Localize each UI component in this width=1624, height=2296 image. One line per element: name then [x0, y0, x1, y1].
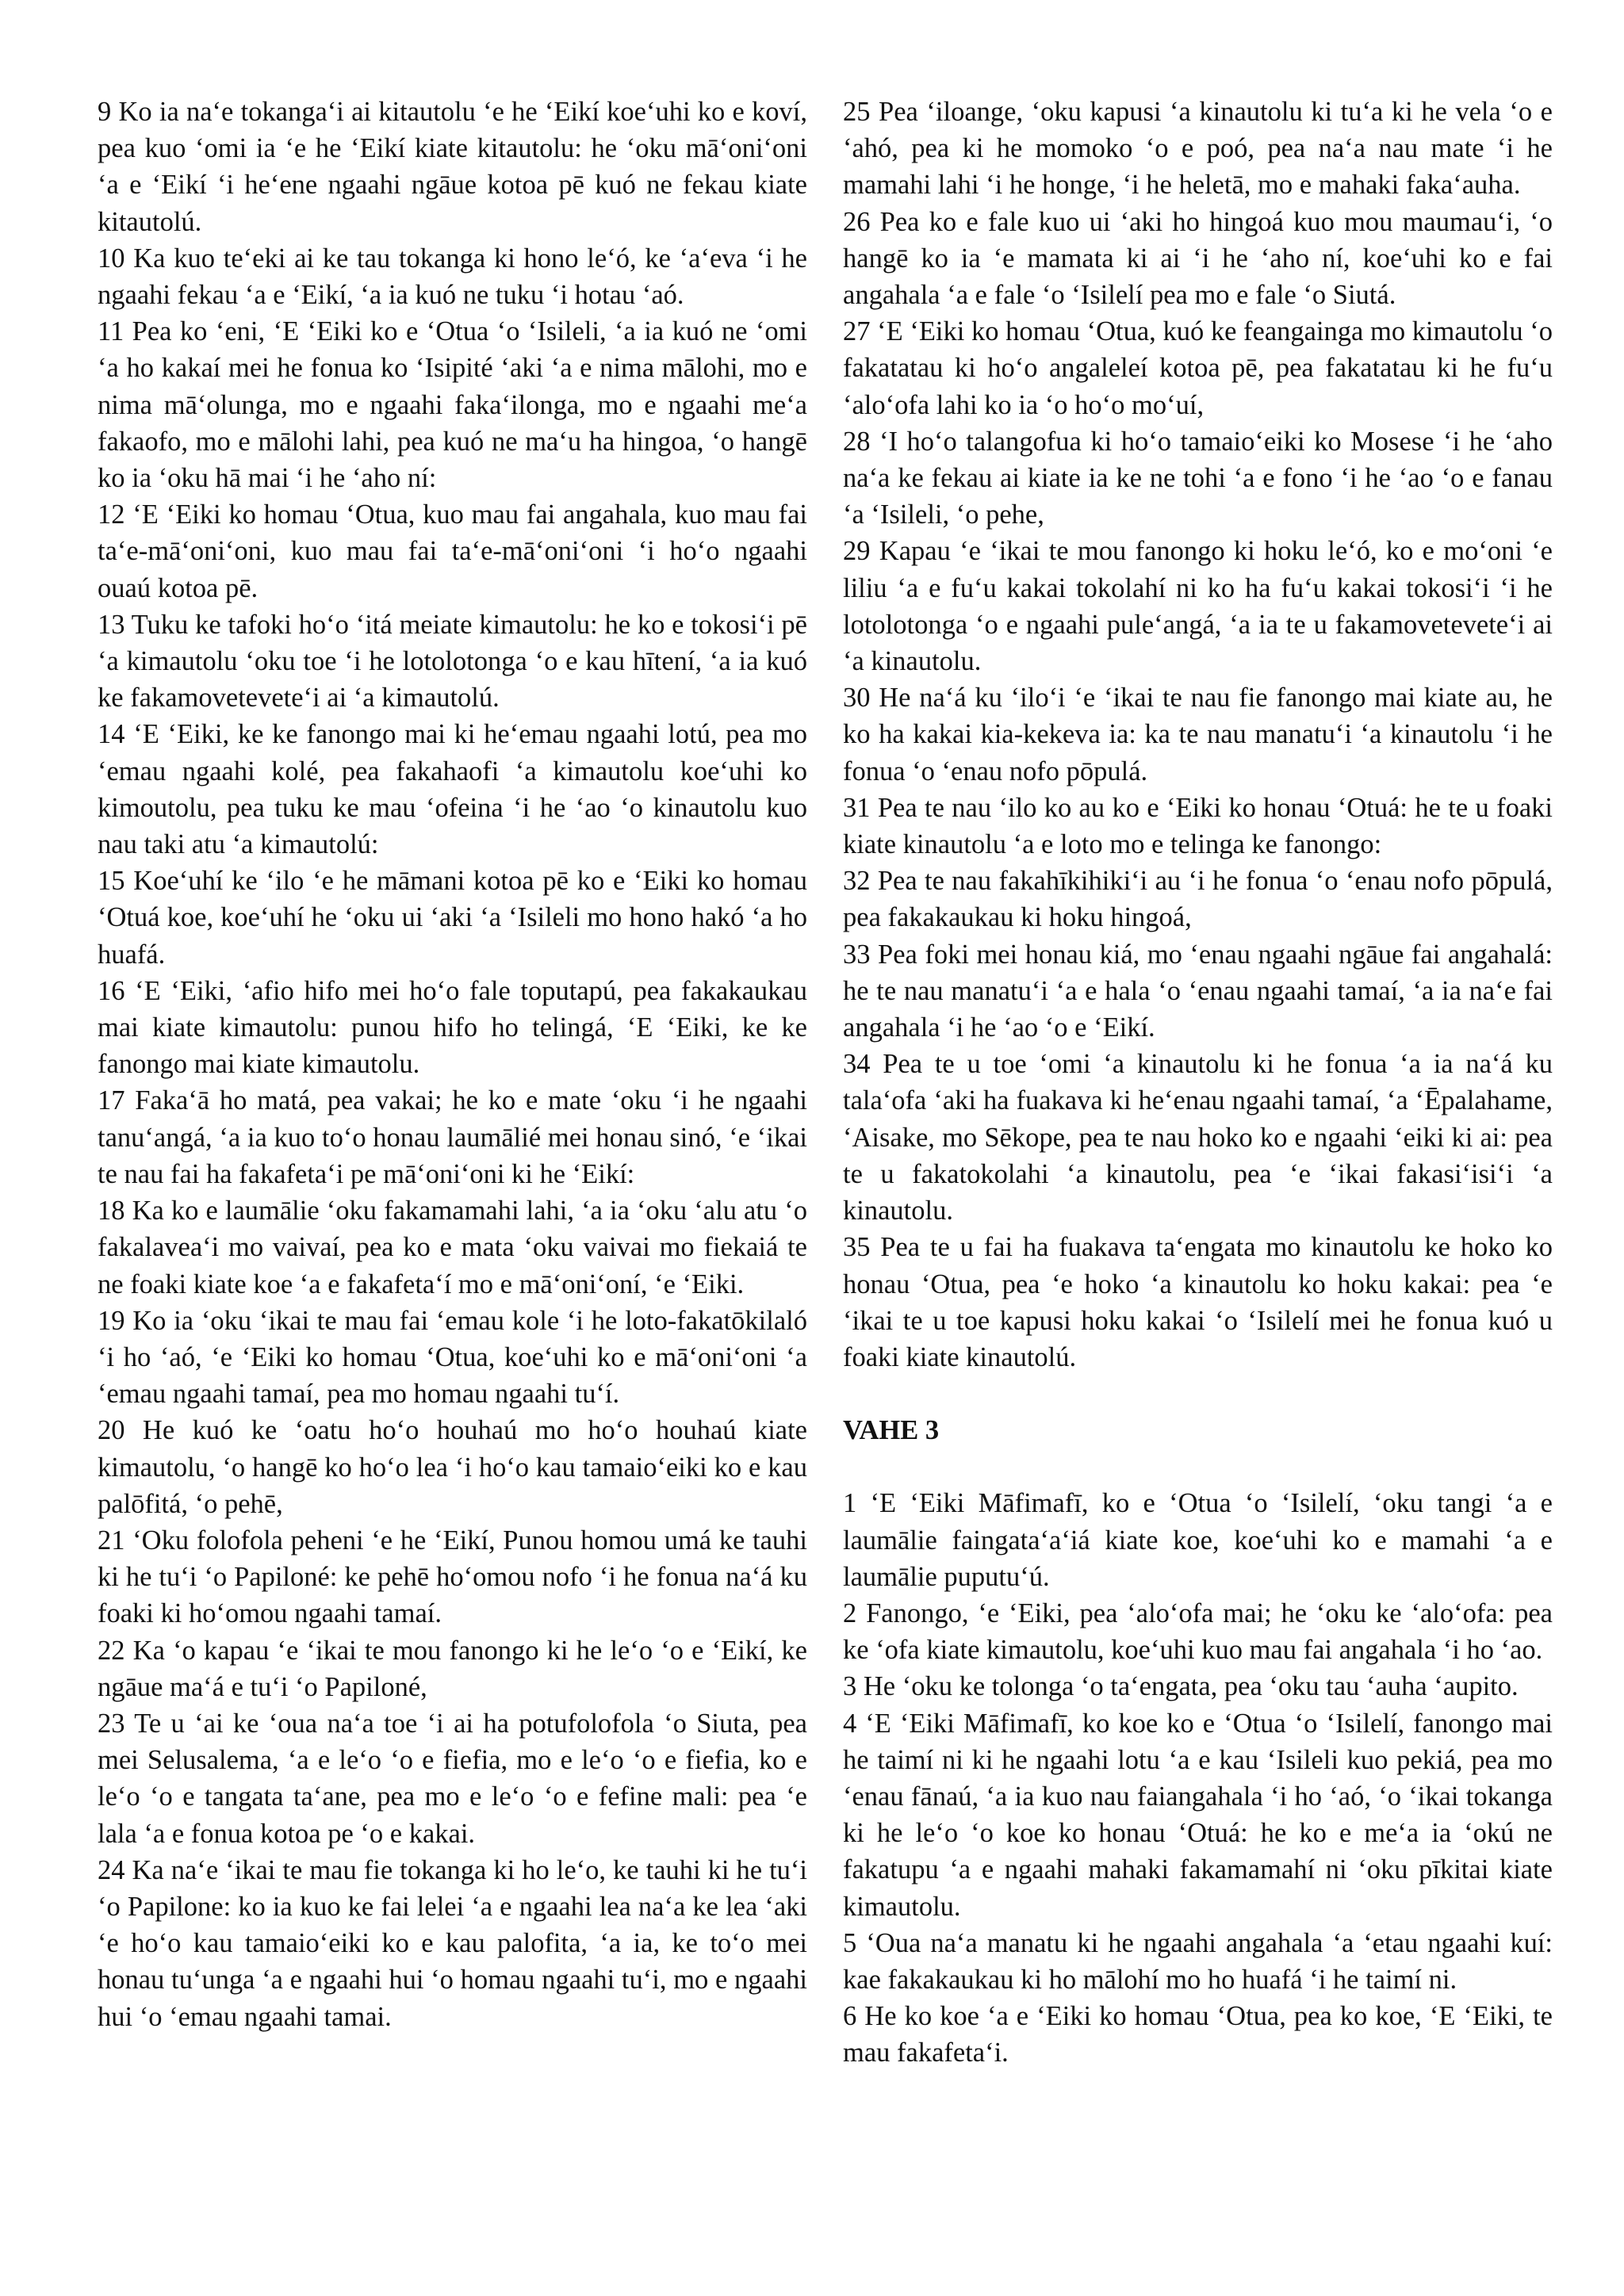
verse-19: 19 Ko ia ʻoku ʻikai te mau fai ʻemau kole ʻi he loto-fakatōkilaló ʻi ho ʻaó, ʻe ʻEiki ko homau ʻOtua, koeʻuhi ko e māʻoniʻoni ʻa ʻemau ngaahi tamaí, pea mo homau ngaahi tuʻí.: [98, 1305, 807, 1410]
verse-14: 14 ʻE ʻEiki, ke ke fanongo mai ki heʻemau ngaahi lotú, pea mo ʻemau ngaahi kolé, pea fakahaofi ʻa kimautolu koeʻuhi ko kimoutolu, pea tuku ke mau ʻofeina ʻi he ʻao ʻo kinautolu kuo nau taki atu ʻa kimautolú:: [98, 719, 807, 860]
verse-31: 31 Pea te nau ʻilo ko au ko e ʻEiki ko honau ʻOtuá: he te u foaki kiate kinautolu ʻa e loto mo e telinga ke fanongo:: [843, 792, 1553, 860]
chapter-3-verse-5: 5 ʻOua naʻa manatu ki he ngaahi angahala ʻa ʻetau ngaahi kuí: kae fakakaukau ki ho mālohí mo ho huafá ʻi he taimí ni.: [843, 1927, 1553, 1995]
verse-16: 16 ʻE ʻEiki, ʻafio hifo mei hoʻo fale toputapú, pea fakakaukau mai kiate kimautolu: punou hifo ho telingá, ʻE ʻEiki, ke ke fanongo mai kiate kimautolu.: [98, 975, 807, 1080]
verse-34: 34 Pea te u toe ʻomi ʻa kinautolu ki he fonua ʻa ia naʻá ku talaʻofa ʻaki ha fuakava ki heʻenau ngaahi tamaí, ʻa ʻĒpalahame, ʻAisake, mo Sēkope, pea te nau hoko ko e ngaahi ʻeiki ki ai: pea te u fakatokolahi ʻa kinautolu, pea ʻe ʻikai fakasiʻisiʻi ʻa kinautolu.: [843, 1049, 1553, 1226]
verse-27: 27 ʻE ʻEiki ko homau ʻOtua, kuó ke feangainga mo kimautolu ʻo fakatatau ki hoʻo angaleleí kotoa pē, pea fakatatau ki he fuʻu ʻaloʻofa lahi ko ia ʻo hoʻo moʻuí,: [843, 316, 1553, 420]
verse-22: 22 Ka ʻo kapau ʻe ʻikai te mou fanongo ki he leʻo ʻo e ʻEikí, ke ngāue maʻá e tuʻi ʻo Papiloné,: [98, 1635, 807, 1702]
verse-10: 10 Ka kuo teʻeki ai ke tau tokanga ki hono leʻó, ke ʻaʻeva ʻi he ngaahi fekau ʻa e ʻEikí, ʻa ia kuó ne tuku ʻi hotau ʻaó.: [98, 243, 807, 311]
verse-21: 21 ʻOku folofola peheni ʻe he ʻEikí, Punou homou umá ke tauhi ki he tuʻi ʻo Papiloné: ke pehē hoʻomou nofo ʻi he fonua naʻá ku foaki ki hoʻomou ngaahi tamaí.: [98, 1525, 807, 1629]
chapter-3-verse-6: 6 He ko koe ʻa e ʻEiki ko homau ʻOtua, pea ko koe, ʻE ʻEiki, te mau fakafetaʻi.: [843, 2001, 1553, 2068]
verse-24: 24 Ka naʻe ʻikai te mau fie tokanga ki ho leʻo, ke tauhi ki he tuʻi ʻo Papilone: ko ia kuo ke fai lelei ʻa e ngaahi lea naʻa ke lea ʻaki ʻe hoʻo kau tamaioʻeiki ko e kau palofita, ʻa ia, ke toʻo mei honau tuʻunga ʻa e ngaahi hui ʻo homau ngaahi tuʻi, mo e ngaahi hui ʻo ʻemau ngaahi tamai.: [98, 1854, 807, 2032]
verse-32: 32 Pea te nau fakahīkihikiʻi au ʻi he fonua ʻo ʻenau nofo pōpulá, pea fakakaukau ki hoku hingoá,: [843, 866, 1553, 933]
chapter-3-verse-3: 3 He ʻoku ke tolonga ʻo taʻengata, pea ʻoku tau ʻauha ʻaupito.: [843, 1671, 1519, 1702]
verse-30: 30 He naʻá ku ʻiloʻi ʻe ʻikai te nau fie fanongo mai kiate au, he ko ha kakai kia-kekeva ia: ka te nau manatuʻi ʻa kinautolu ʻi he fonua ʻo ʻenau nofo pōpulá.: [843, 683, 1553, 786]
chapter-heading: VAHE 3: [843, 1415, 940, 1446]
verse-11: 11 Pea ko ʻeni, ʻE ʻEiki ko e ʻOtua ʻo ʻIsileli, ʻa ia kuó ne ʻomi ʻa ho kakaí mei he fonua ko ʻIsipité ʻaki ʻa e nima mālohi, mo e nima māʻolunga, mo e ngaahi fakaʻilonga, mo e ngaahi meʻa fakaofo, mo e mālohi lahi, pea kuó ne maʻu ha hingoa, ʻo hangē ko ia ʻoku hā mai ʻi he ʻaho ní:: [98, 316, 807, 494]
verse-33: 33 Pea foki mei honau kiá, mo ʻenau ngaahi ngāue fai angahalá: he te nau manatuʻi ʻa e hala ʻo ʻenau ngaahi tamaí, ʻa ia naʻe fai angahala ʻi he ʻao ʻo e ʻEikí.: [843, 939, 1553, 1043]
verse-18: 18 Ka ko e laumālie ʻoku fakamamahi lahi, ʻa ia ʻoku ʻalu atu ʻo fakalaveaʻi mo vaivaí, pea ko e mata ʻoku vaivai mo fiekaiá te ne foaki kiate koe ʻa e fakafetaʻí mo e māʻoniʻoní, ʻe ʻEiki.: [98, 1196, 807, 1299]
verse-25: 25 Pea ʻiloange, ʻoku kapusi ʻa kinautolu ki tuʻa ki he vela ʻo e ʻahó, pea ki he momoko ʻo e poó, pea naʻa nau mate ʻi he mamahi lahi ʻi he honge, ʻi he heletā, mo e mahaki fakaʻauha.: [843, 97, 1553, 201]
verse-12: 12 ʻE ʻEiki ko homau ʻOtua, kuo mau fai angahala, kuo mau fai taʻe-māʻoniʻoni, kuo mau fai taʻe-māʻoniʻoni ʻi hoʻo ngaahi ouaú kotoa pē.: [98, 499, 807, 603]
verse-28: 28 ʻI hoʻo talangofua ki hoʻo tamaioʻeiki ko Mosese ʻi he ʻaho naʻa ke fekau ai kiate ia ke ne tohi ʻa e fono ʻi he ʻao ʻo e fanau ʻa ʻIsileli, ʻo pehe,: [843, 426, 1553, 530]
chapter-3-verse-1: 1 ʻE ʻEiki Māfimafī, ko e ʻOtua ʻo ʻIsilelí, ʻoku tangi ʻa e laumālie faingataʻaʻiá kiate koe, koeʻuhi ko e mamahi ʻa e laumālie puputuʻú.: [843, 1488, 1553, 1592]
verse-35: 35 Pea te u fai ha fuakava taʻengata mo kinautolu ke hoko ko honau ʻOtua, pea ʻe hoko ʻa kinautolu ko hoku kakai: pea ʻe ʻikai te u toe kapusi hoku kakai ʻo ʻIsilelí mei he fonua kuó u foaki kiate kinautolú.: [843, 1232, 1553, 1372]
verse-23: 23 Te u ʻai ke ʻoua naʻa toe ʻi ai ha potufolofola ʻo Siuta, pea mei Selusalema, ʻa e leʻo ʻo e fiefia, mo e leʻo ʻo e fiefia, ko e leʻo ʻo e tangata taʻane, pea mo e leʻo ʻo e fefine mali: pea ʻe lala ʻa e fonua kotoa pe ʻo e kakai.: [98, 1708, 807, 1849]
verse-17: 17 Fakaʻā ho matá, pea vakai; he ko e mate ʻoku ʻi he ngaahi tanuʻangá, ʻa ia kuo toʻo honau laumālié mei honau sinó, ʻe ʻikai te nau fai ha fakafetaʻi pe māʻoniʻoni ki he ʻEikí:: [98, 1085, 807, 1189]
left-column: [98, 94, 807, 2035]
verse-9: 9 Ko ia naʻe tokangaʻi ai kitautolu ʻe he ʻEikí koeʻuhi ko e koví, pea kuo ʻomi ia ʻe he ʻEikí kiate kitautolu: he ʻoku māʻoniʻoni ʻa e ʻEikí ʻi heʻene ngaahi ngāue kotoa pē kuó ne fekau kiate kitautolú.: [98, 97, 807, 237]
verse-26: 26 Pea ko e fale kuo ui ʻaki ho hingoá kuo mou maumauʻi, ʻo hangē ko ia ʻe mamata ki ai ʻi he ʻaho ní, koeʻuhi ko e fai angahala ʻa e fale ʻo ʻIsilelí pea mo e fale ʻo Siutá.: [843, 206, 1553, 311]
chapter-3-verse-4: 4 ʻE ʻEiki Māfimafī, ko koe ko e ʻOtua ʻo ʻIsilelí, fanongo mai he taimí ni ki he ngaahi lotu ʻa e kau ʻIsileli kuo pekiá, pea mo ʻenau fānaú, ʻa ia kuo nau faiangahala ʻi ho ʻaó, ʻo ʻikai tokanga ki he leʻo ʻo koe ko honau ʻOtuá: he ko e meʻa ia ʻokú ne fakatupu ʻa e ngaahi mahaki fakamamahí ni ʻoku pīkitai kiate kimautolu.: [843, 1708, 1553, 1922]
verse-15: 15 Koeʻuhí ke ʻilo ʻe he māmani kotoa pē ko e ʻEiki ko homau ʻOtuá koe, koeʻuhí he ʻoku ui ʻaki ʻa ʻIsileli mo hono hakó ʻa ho huafá.: [98, 866, 807, 970]
verse-20: 20 He kuó ke ʻoatu hoʻo houhaú mo hoʻo houhaú kiate kimautolu, ʻo hangē ko hoʻo lea ʻi hoʻo kau tamaioʻeiki ko e kau palōfitá, ʻo pehē,: [98, 1415, 807, 1519]
chapter-3-verse-2: 2 Fanongo, ʻe ʻEiki, pea ʻaloʻofa mai; he ʻoku ke ʻaloʻofa: pea ke ʻofa kiate kimautolu, koeʻuhi kuo mau fai angahala ʻi ho ʻao.: [843, 1598, 1553, 1666]
verse-13: 13 Tuku ke tafoki hoʻo ʻitá meiate kimautolu: he ko e tokosiʻi pē ʻa kimautolu ʻoku toe ʻi he lotolotonga ʻo e kau hītení, ʻa ia kuó ke fakamoveteveteʻi ai ʻa kimautolú.: [98, 609, 807, 714]
verse-29: 29 Kapau ʻe ʻikai te mou fanongo ki hoku leʻó, ko e moʻoni ʻe liliu ʻa e fuʻu kakai tokolahí ni ko ha fuʻu kakai tokosiʻi ʻi he lotolotonga ʻo e ngaahi puleʻangá, ʻa ia te u fakamoveteveteʻi ai ʻa kinautolu.: [843, 536, 1553, 677]
right-column: [843, 94, 1553, 2072]
